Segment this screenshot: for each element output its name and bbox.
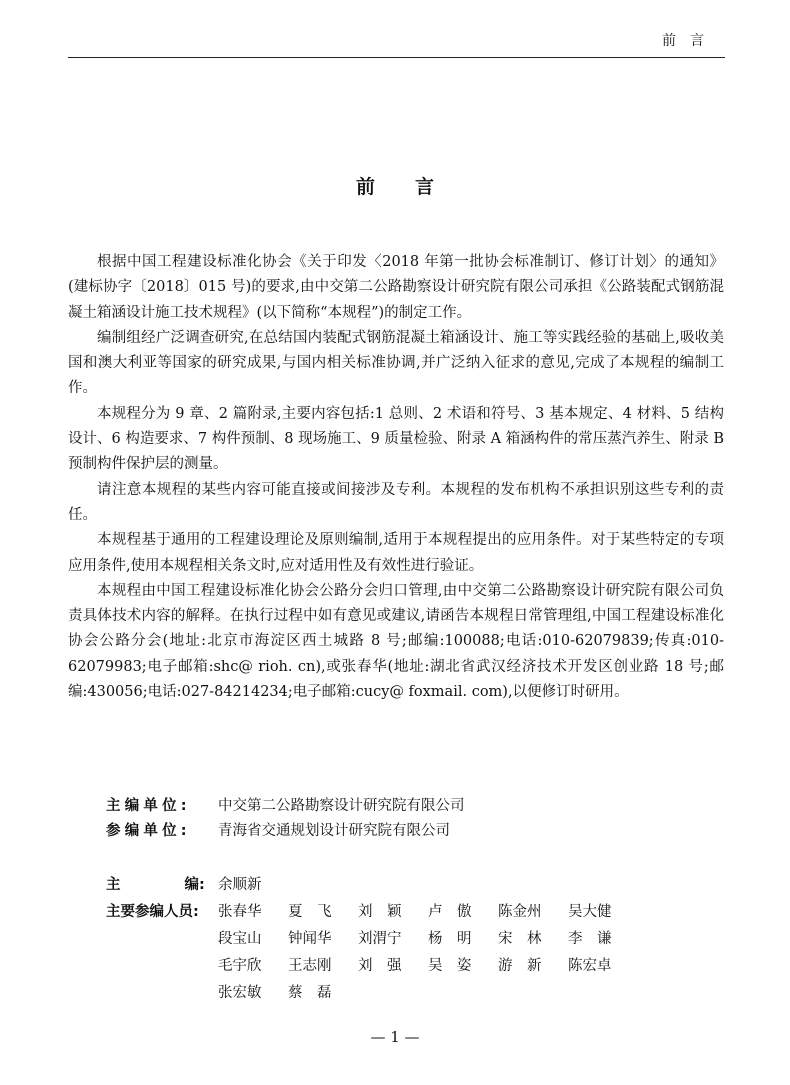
chief-unit-value: 中交第二公路勘察设计研究院有限公司 bbox=[218, 798, 465, 814]
member-name: 夏 飞 bbox=[288, 904, 332, 920]
chief-editor-label-part: 主 bbox=[106, 877, 121, 893]
members-row bbox=[106, 899, 726, 1007]
member-name: 李 谦 bbox=[568, 931, 612, 947]
preface-body bbox=[68, 250, 724, 705]
paragraph: 本规程基于通用的工程建设理论及原则编制,适用于本规程提出的应用条件。对于某些特定的专项应用条件,使用本规程相关条文时,应对适用性及有效性进行验证。 bbox=[68, 532, 724, 574]
organizations-block bbox=[106, 794, 706, 844]
participant-unit-row bbox=[106, 819, 706, 844]
member-name: 段宝山 bbox=[218, 931, 262, 947]
paragraph: 本规程分为 9 章、2 篇附录,主要内容包括:1 总则、2 术语和符号、3 基本规定、4 材料、5 结构设计、6 构造要求、7 构件预制、8 现场施工、9 质量检验、附录 A 箱涵构件的常压蒸汽养生、附录 B 预制构件保护层的测量。 bbox=[68, 405, 724, 473]
member-name: 陈金州 bbox=[498, 904, 542, 920]
chief-editor-name: 余顺新 bbox=[218, 877, 262, 893]
chief-editor-row bbox=[106, 872, 726, 899]
participant-unit-label: 参编单位: bbox=[106, 823, 191, 839]
member-name: 刘 强 bbox=[358, 958, 402, 974]
member-name: 杨 明 bbox=[428, 931, 472, 947]
running-head: 前言 bbox=[662, 33, 718, 49]
member-name: 吴 姿 bbox=[428, 958, 472, 974]
members-label: 主要参编人员: bbox=[106, 904, 199, 920]
member-name: 刘渭宁 bbox=[358, 931, 402, 947]
chief-editor-label bbox=[106, 872, 218, 899]
chief-unit-row bbox=[106, 794, 706, 819]
paragraph: 本规程由中国工程建设标准化协会公路分会归口管理,由中交第二公路勘察设计研究院有限公司负责具体技术内容的解释。在执行过程中如有意见或建议,请函告本规程日常管理组,中国工程建设标准化协会公路分会(地址:北京市海淀区西土城路 8 号;邮编:100088;电话:010-62079839;传真:010-62079983;电子邮箱:shc@ rioh. cn),或张春华(地址:湖北省武汉经济技术开发区创业路 18 号;邮编:430056;电话:027-84214234;电子邮箱:cucy@ foxmail. com),以便修订时研用。 bbox=[68, 582, 724, 701]
paragraph: 请注意本规程的某些内容可能直接或间接涉及专利。本规程的发布机构不承担识别这些专利的责任。 bbox=[68, 481, 724, 523]
member-name: 宋 林 bbox=[498, 931, 542, 947]
member-name: 钟闻华 bbox=[288, 931, 332, 947]
member-name: 蔡 磊 bbox=[288, 985, 332, 1001]
paragraph: 根据中国工程建设标准化协会《关于印发〈2018 年第一批协会标准制订、修订计划〉的通知》(建标协字〔2018〕015 号)的要求,由中交第二公路勘察设计研究院有限公司承担《公路装配式钢筋混凝土箱涵设计施工技术规程》(以下简称“本规程”)的制定工作。 bbox=[68, 254, 724, 321]
members-list bbox=[218, 899, 638, 1007]
member-name: 王志刚 bbox=[288, 958, 332, 974]
member-name: 游 新 bbox=[498, 958, 542, 974]
member-name: 卢 傲 bbox=[428, 904, 472, 920]
chief-editor-label-part: 编: bbox=[184, 877, 205, 893]
page-number: — 1 — bbox=[370, 1028, 420, 1046]
member-name: 毛宇欣 bbox=[218, 958, 262, 974]
member-name: 张宏敏 bbox=[218, 985, 262, 1001]
member-name: 刘 颖 bbox=[358, 904, 402, 920]
member-name: 吴大健 bbox=[568, 904, 612, 920]
staff-block bbox=[106, 872, 726, 1007]
member-name: 张春华 bbox=[218, 904, 262, 920]
header-rule bbox=[68, 57, 725, 58]
member-name: 陈宏卓 bbox=[568, 958, 612, 974]
chief-unit-label: 主编单位: bbox=[106, 798, 191, 814]
page-title: 前言 bbox=[355, 176, 474, 198]
paragraph: 编制组经广泛调查研究,在总结国内装配式钢筋混凝土箱涵设计、施工等实践经验的基础上,吸收美国和澳大利亚等国家的研究成果,与国内相关标准协调,并广泛纳入征求的意见,完成了本规程的编制工作。 bbox=[68, 329, 724, 397]
participant-unit-value: 青海省交通规划设计研究院有限公司 bbox=[218, 823, 450, 839]
